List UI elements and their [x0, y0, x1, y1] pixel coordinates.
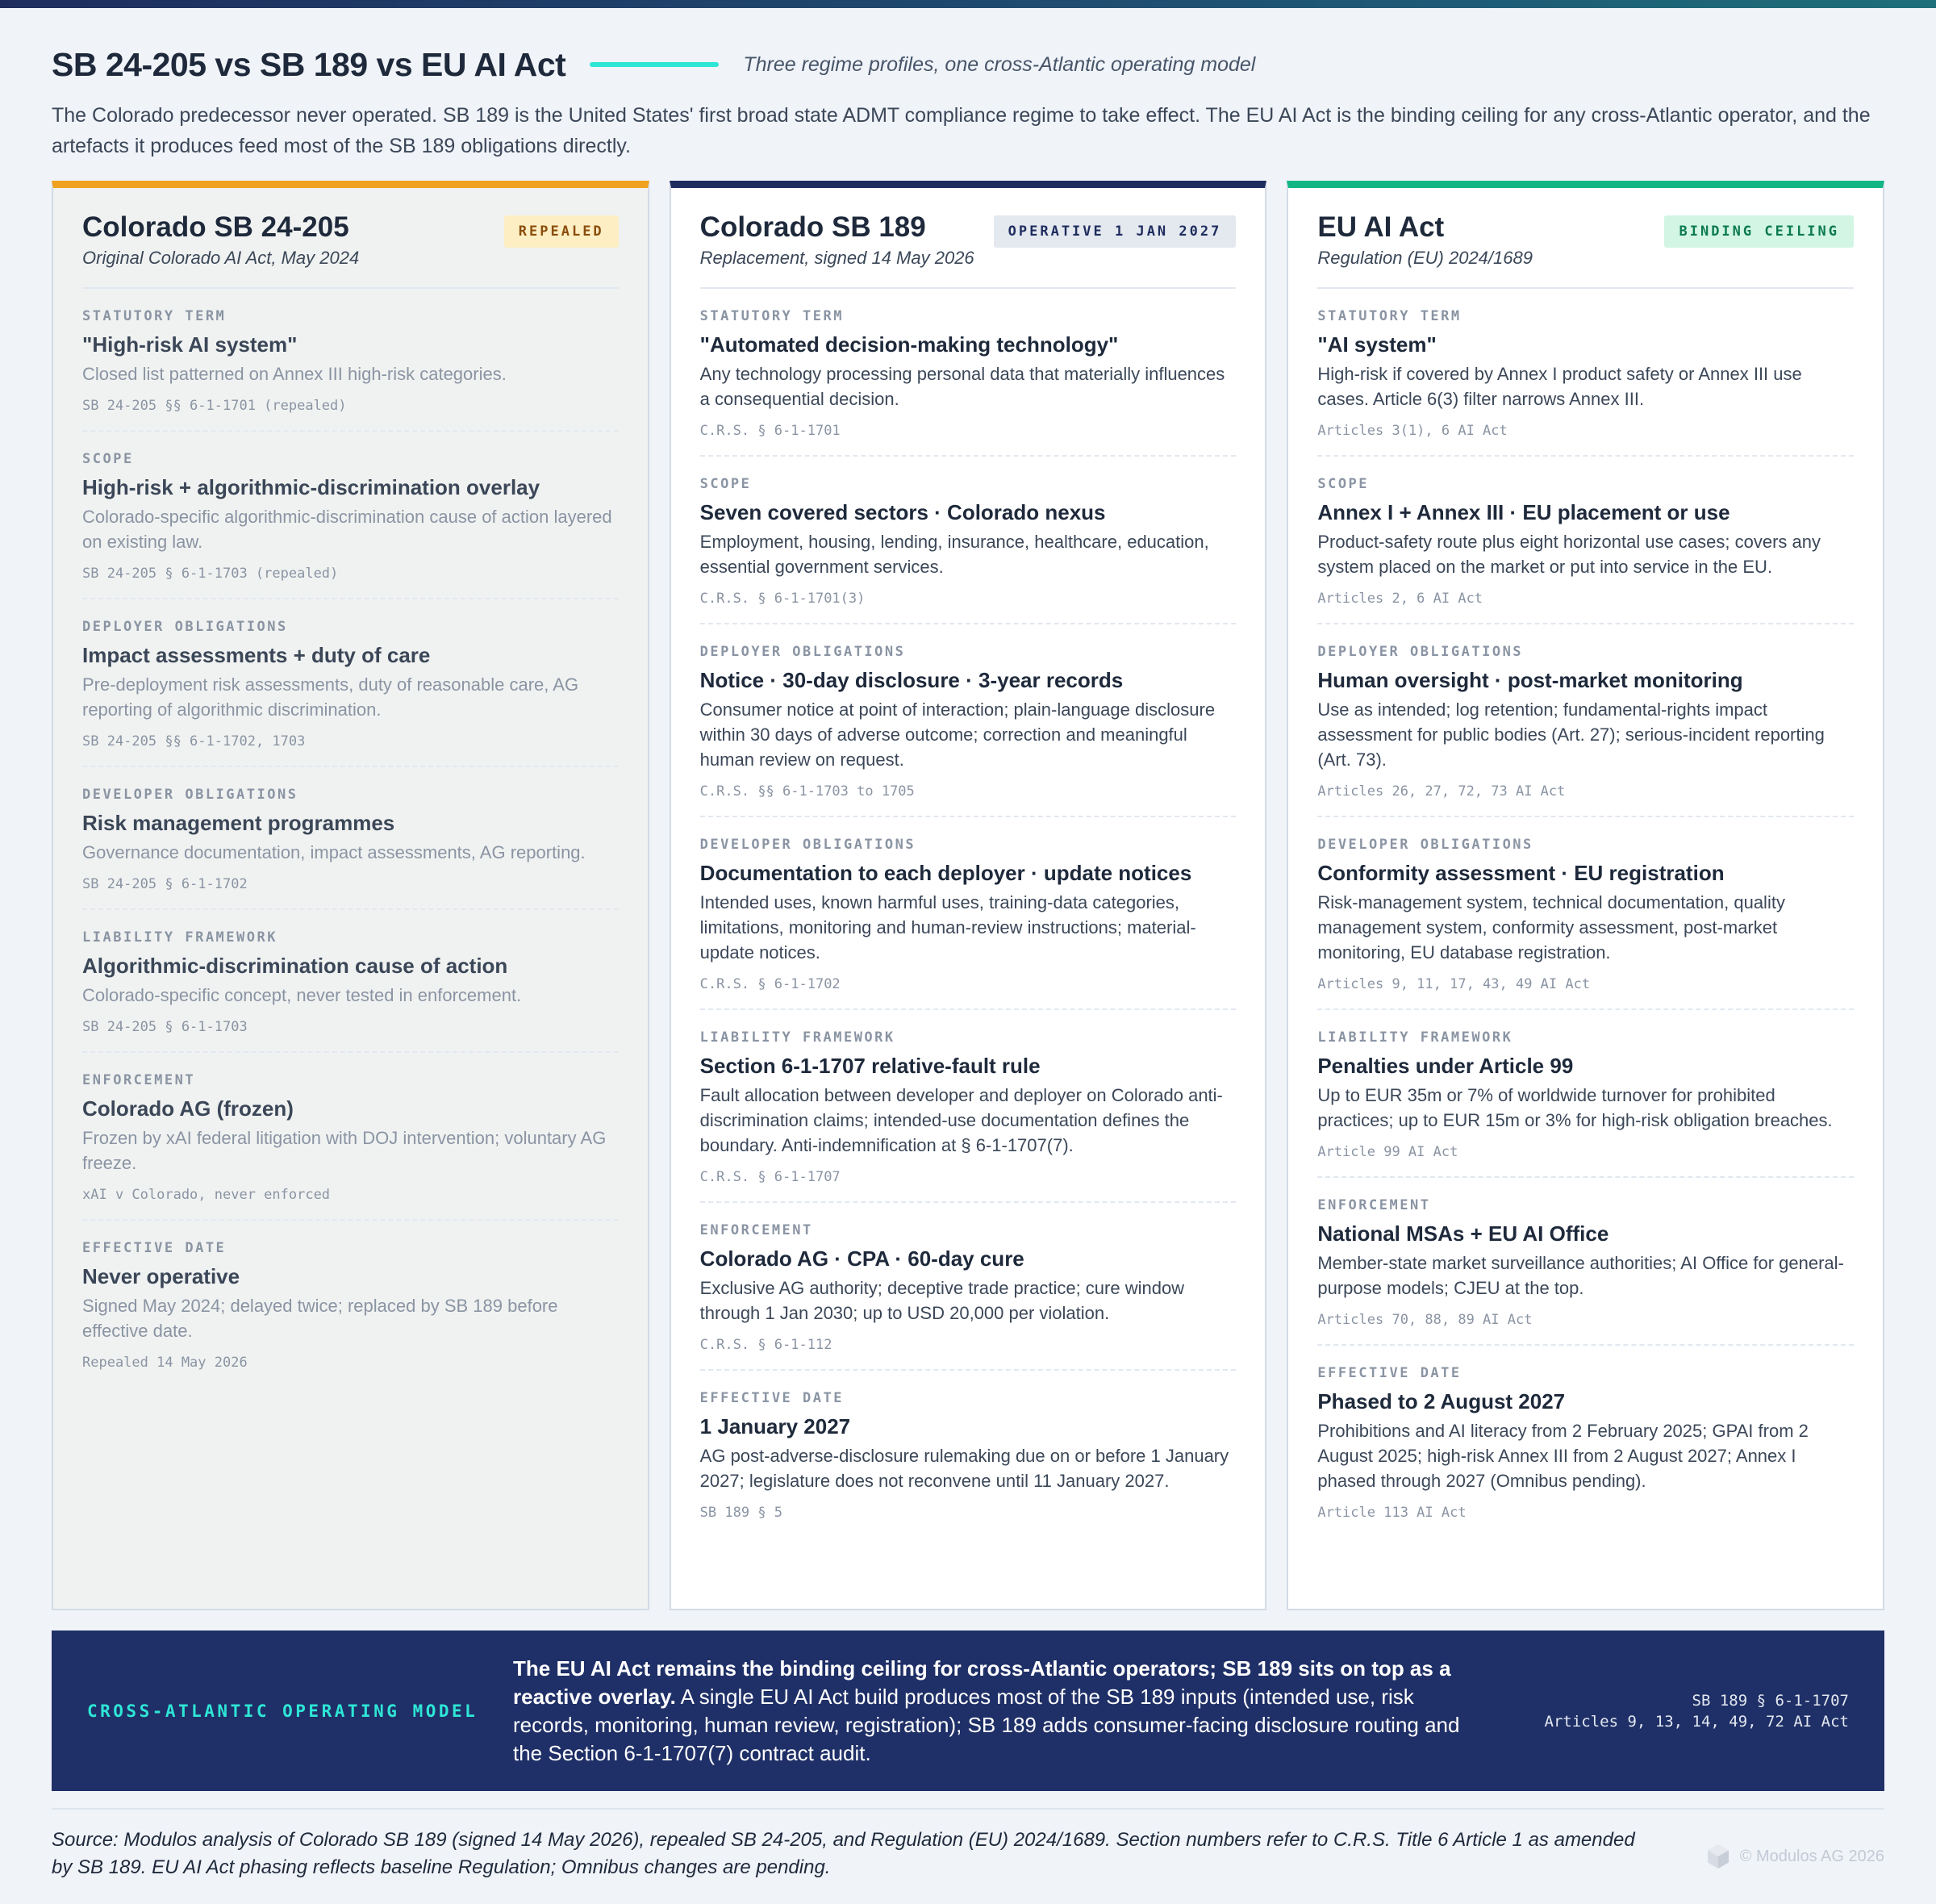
section-label: DEVELOPER OBLIGATIONS — [82, 787, 298, 803]
section-body: Up to EUR 35m or 7% of worldwide turnover for prohibited practices; up to EUR 15m or 3% for high-risk obligation breaches. — [1317, 1085, 1833, 1130]
title-row — [52, 40, 1884, 89]
section-body: Fault allocation between developer and deployer on Colorado anti-discrimination claims; intended-use documentation defines the boundary. Anti-indemnification at § 6-1-1707(7). — [699, 1085, 1223, 1155]
section-effective-date — [700, 1371, 1237, 1537]
section-label: EFFECTIVE DATE — [699, 1390, 844, 1406]
section-body: Any technology processing personal data that materially influences a consequential decision. — [699, 364, 1225, 409]
section-reference: Article 99 AI Act — [1317, 1144, 1458, 1160]
section-body: Employment, housing, lending, insurance, healthcare, education, essential government services. — [699, 532, 1209, 577]
section-label: SCOPE — [699, 476, 752, 492]
section-label: SCOPE — [1317, 476, 1370, 492]
section-reference: SB 189 § 5 — [699, 1505, 783, 1521]
section-heading: Notice · 30-day disclosure · 3-year records — [699, 668, 1124, 692]
section-label: DEVELOPER OBLIGATIONS — [1317, 837, 1533, 853]
section-effective-date — [1317, 1346, 1854, 1537]
section-label: SCOPE — [82, 451, 134, 467]
section-liability-framework — [700, 1010, 1237, 1203]
section-reference: C.R.S. § 6-1-1702 — [699, 976, 841, 992]
section-heading: National MSAs + EU AI Office — [1317, 1221, 1609, 1246]
section-body: Product-safety route plus eight horizontal use cases; covers any system placed on the market or put into service in the EU. — [1317, 532, 1821, 577]
section-enforcement — [1317, 1178, 1854, 1346]
banner-ref-eu: Articles 9, 13, 14, 49, 72 AI Act — [1544, 1712, 1849, 1731]
column-sb-24-205 — [52, 181, 649, 1610]
section-label: LIABILITY FRAMEWORK — [82, 929, 277, 946]
section-body: Consumer notice at point of interaction; plain-language disclosure within 30 days of adverse outcome; correction and meaningful human review on request. — [699, 699, 1216, 770]
section-reference: SB 24-205 § 6-1-1703 (repealed) — [82, 566, 339, 582]
page-title: SB 24-205 vs SB 189 vs EU AI Act — [52, 45, 566, 83]
section-heading: "AI system" — [1317, 332, 1437, 357]
section-statutory-term — [1317, 289, 1854, 457]
footer-brand — [1704, 1843, 1884, 1870]
column-header — [1317, 211, 1854, 289]
section-reference: Repealed 14 May 2026 — [82, 1355, 248, 1371]
section-developer-obligations — [700, 817, 1237, 1010]
section-body: Colorado-specific concept, never tested in enforcement. — [82, 985, 522, 1005]
section-heading: Documentation to each deployer · update notices — [699, 861, 1192, 885]
section-scope — [700, 457, 1237, 624]
banner-ref-sb189: SB 189 § 6-1-1707 — [1692, 1691, 1849, 1710]
column-subtitle: Replacement, signed 14 May 2026 — [699, 248, 974, 268]
column-title: EU AI Act — [1317, 211, 1445, 243]
intro-paragraph: The Colorado predecessor never operated. SB 189 is the United States' first broad state ADMT compliance regime to take effect. The EU AI Act is the binding ceiling for any cross-Atlantic operator, and the artefacts it produces feed most of the SB 189 obligations directly. — [52, 104, 1871, 157]
section-liability-framework — [82, 910, 619, 1053]
banner-references — [1481, 1690, 1849, 1732]
column-sb-189 — [670, 181, 1267, 1610]
section-body: Exclusive AG authority; deceptive trade practice; cure window through 1 Jan 2030; up to USD 20,000 per violation. — [699, 1278, 1185, 1323]
section-reference: SB 24-205 § 6-1-1703 — [82, 1019, 248, 1035]
section-statutory-term — [82, 289, 619, 432]
operating-model-banner — [52, 1631, 1884, 1791]
section-body: Frozen by xAI federal litigation with DOJ intervention; voluntary AG freeze. — [82, 1128, 607, 1173]
section-reference: SB 24-205 §§ 6-1-1701 (repealed) — [82, 398, 347, 414]
section-label: DEPLOYER OBLIGATIONS — [1317, 644, 1524, 660]
banner-text — [513, 1655, 1481, 1768]
section-heading: Algorithmic-discrimination cause of action — [82, 954, 508, 978]
banner-label: CROSS-ATLANTIC OPERATING MODEL — [87, 1701, 478, 1721]
section-heading: Penalties under Article 99 — [1317, 1054, 1574, 1078]
section-label: DEVELOPER OBLIGATIONS — [699, 837, 916, 853]
column-header — [700, 211, 1237, 289]
copyright-text: © Modulos AG 2026 — [1739, 1847, 1884, 1865]
section-body: Colorado-specific algorithmic-discrimination cause of action layered on existing law. — [82, 507, 612, 552]
banner-body: A single EU AI Act build produces most of the SB 189 inputs (intended use, risk records, monitoring, human review, registration); SB 189 adds consumer-facing disclosure routing and the Section 6-1-1707(7) contract audit. — [513, 1684, 1460, 1765]
section-body: Prohibitions and AI literacy from 2 February 2025; GPAI from 2 August 2025; high-risk Annex III from 2 August 2027; Annex I phased through 2027 (Omnibus pending). — [1317, 1421, 1809, 1491]
page-subtitle: Three regime profiles, one cross-Atlantic operating model — [743, 52, 1256, 76]
section-reference: Articles 70, 88, 89 AI Act — [1317, 1312, 1533, 1328]
section-reference: C.R.S. § 6-1-1701 — [699, 423, 841, 439]
section-reference: C.R.S. § 6-1-1707 — [699, 1169, 841, 1185]
section-reference: Articles 9, 11, 17, 43, 49 AI Act — [1317, 976, 1591, 992]
section-label: LIABILITY FRAMEWORK — [699, 1029, 895, 1046]
column-subtitle: Regulation (EU) 2024/1689 — [1317, 248, 1533, 268]
section-enforcement — [700, 1203, 1237, 1371]
status-badge: BINDING CEILING — [1664, 215, 1854, 248]
column-subtitle: Original Colorado AI Act, May 2024 — [82, 248, 360, 268]
section-statutory-term — [700, 289, 1237, 457]
status-badge: OPERATIVE 1 JAN 2027 — [994, 215, 1237, 248]
section-heading: "High-risk AI system" — [82, 332, 298, 357]
section-reference: C.R.S. § 6-1-1701(3) — [699, 591, 866, 607]
section-heading: Risk management programmes — [82, 811, 395, 835]
section-heading: Impact assessments + duty of care — [82, 643, 431, 667]
section-heading: 1 January 2027 — [699, 1414, 851, 1438]
section-body: Governance documentation, impact assessments, AG reporting. — [82, 842, 586, 862]
section-reference: Articles 26, 27, 72, 73 AI Act — [1317, 783, 1566, 800]
section-body: Signed May 2024; delayed twice; replaced by SB 189 before effective date. — [82, 1296, 558, 1341]
section-label: LIABILITY FRAMEWORK — [1317, 1029, 1513, 1046]
column-title: Colorado SB 24-205 — [82, 211, 349, 243]
section-label: ENFORCEMENT — [699, 1222, 813, 1238]
section-label: ENFORCEMENT — [1317, 1197, 1431, 1213]
section-body: High-risk if covered by Annex I product safety or Annex III use cases. Article 6(3) filter narrows Annex III. — [1317, 364, 1802, 409]
column-eu-ai-act — [1287, 181, 1884, 1610]
column-header — [82, 211, 619, 289]
section-heading: Colorado AG (frozen) — [82, 1096, 294, 1121]
section-heading: Colorado AG · CPA · 60-day cure — [699, 1246, 1024, 1271]
section-heading: Human oversight · post-market monitoring — [1317, 668, 1743, 692]
section-heading: High-risk + algorithmic-discrimination overlay — [82, 475, 540, 499]
section-developer-obligations — [1317, 817, 1854, 1010]
footer-divider — [52, 1808, 1884, 1810]
section-effective-date — [82, 1221, 619, 1387]
section-label: DEPLOYER OBLIGATIONS — [82, 619, 288, 635]
status-badge: REPEALED — [504, 215, 619, 248]
section-deployer-obligations — [1317, 624, 1854, 817]
section-heading: Annex I + Annex III · EU placement or use — [1317, 500, 1730, 524]
section-label: EFFECTIVE DATE — [82, 1240, 227, 1256]
section-developer-obligations — [82, 767, 619, 910]
section-heading: Never operative — [82, 1264, 240, 1288]
section-reference: C.R.S. § 6-1-112 — [699, 1337, 832, 1353]
section-deployer-obligations — [700, 624, 1237, 817]
section-body: Pre-deployment risk assessments, duty of reasonable care, AG reporting of algorithmic discrimination. — [82, 674, 579, 720]
title-accent-rule — [590, 62, 719, 67]
banner-lead: The EU AI Act remains the binding ceiling for cross-Atlantic operators; SB 189 sits on top as a reactive overlay. — [513, 1656, 1451, 1709]
section-heading: Seven covered sectors · Colorado nexus — [699, 500, 1106, 524]
section-body: Member-state market surveillance authorities; AI Office for general-purpose models; CJEU at the top. — [1317, 1253, 1844, 1298]
column-title: Colorado SB 189 — [699, 211, 926, 243]
section-heading: Section 6-1-1707 relative-fault rule — [699, 1054, 1041, 1078]
section-reference: Article 113 AI Act — [1317, 1505, 1467, 1521]
section-reference: Articles 2, 6 AI Act — [1317, 591, 1483, 607]
section-heading: Conformity assessment · EU registration — [1317, 861, 1725, 885]
section-scope — [1317, 457, 1854, 624]
section-label: DEPLOYER OBLIGATIONS — [699, 644, 906, 660]
section-body: Use as intended; log retention; fundamental-rights impact assessment for public bodies (Art. 27); serious-incident reporting (Art. 73). — [1317, 699, 1825, 770]
page-header — [52, 40, 1884, 161]
section-label: ENFORCEMENT — [82, 1072, 196, 1088]
section-reference: xAI v Colorado, never enforced — [82, 1187, 331, 1203]
section-body: AG post-adverse-disclosure rulemaking due on or before 1 January 2027; legislature does not reconvene until 11 January 2027. — [699, 1446, 1229, 1491]
section-body: Risk-management system, technical documentation, quality management system, conformity assessment, post-market monitoring, EU database registration. — [1317, 892, 1785, 962]
section-reference: SB 24-205 § 6-1-1702 — [82, 876, 248, 892]
section-scope — [82, 432, 619, 599]
top-accent-bar — [0, 0, 1936, 8]
section-reference: Articles 3(1), 6 AI Act — [1317, 423, 1508, 439]
source-note: Source: Modulos analysis of Colorado SB 189 (signed 14 May 2026), repealed SB 24-205, and Regulation (EU) 2024/1689. Section numbers refer to C.R.S. Title 6 Article 1 as amended by SB 189. EU AI Act phasing reflects baseline Regulation; Omnibus changes are pending. — [52, 1829, 1635, 1878]
modulos-logo-icon — [1704, 1843, 1732, 1870]
section-label: EFFECTIVE DATE — [1317, 1365, 1462, 1381]
section-enforcement — [82, 1053, 619, 1221]
section-liability-framework — [1317, 1010, 1854, 1178]
section-body: Intended uses, known harmful uses, training-data categories, limitations, monitoring and human-review instructions; material-update notices. — [699, 892, 1196, 962]
section-reference: SB 24-205 §§ 6-1-1702, 1703 — [82, 733, 306, 749]
section-heading: Phased to 2 August 2027 — [1317, 1389, 1566, 1413]
section-body: Closed list patterned on Annex III high-risk categories. — [82, 364, 507, 384]
section-heading: "Automated decision-making technology" — [699, 332, 1119, 357]
section-deployer-obligations — [82, 599, 619, 767]
section-label: STATUTORY TERM — [699, 308, 844, 324]
regime-columns — [52, 181, 1884, 1610]
section-label: STATUTORY TERM — [1317, 308, 1462, 324]
section-label: STATUTORY TERM — [82, 308, 227, 324]
section-reference: C.R.S. §§ 6-1-1703 to 1705 — [699, 783, 915, 800]
